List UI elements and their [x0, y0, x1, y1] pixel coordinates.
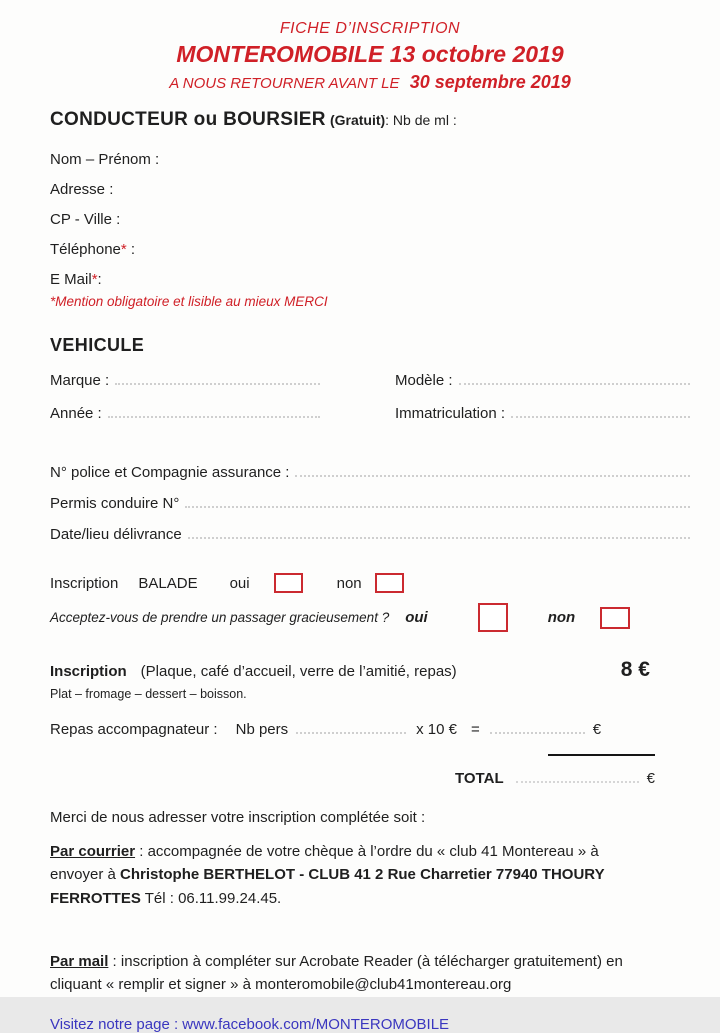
balade-non-checkbox[interactable]: [375, 573, 404, 593]
nb-pers-label: Nb pers: [235, 721, 289, 738]
nb-de-ml-label: : Nb de ml :: [385, 112, 457, 128]
par-courrier-label: Par courrier: [50, 843, 136, 860]
vehicule-row-1: [50, 370, 690, 389]
total-block: [455, 754, 655, 787]
repas-amount-input-line[interactable]: [490, 719, 585, 734]
inscription-balade-label: Inscription: [50, 574, 119, 592]
passager-non-label: non: [547, 609, 576, 626]
required-asterisk: *: [120, 241, 127, 258]
form-type-title: FICHE D’INSCRIPTION: [279, 20, 461, 37]
annee-input-line[interactable]: [108, 403, 320, 418]
immatriculation-input-line[interactable]: [511, 403, 690, 418]
vehicule-row-2: [50, 403, 690, 422]
repas-accompagnateur-row: [50, 719, 690, 738]
equals-sign: =: [471, 721, 480, 738]
inscription-fee-price: 8 €: [620, 658, 650, 681]
total-euro-sign: €: [646, 770, 655, 787]
balade-oui-label: oui: [229, 574, 250, 592]
inscription-fee-label: Inscription: [50, 663, 127, 680]
mail-text: inscription à compléter sur Acrobate Reader (à télécharger gratuitement) en cliquant « remplir et signer » à monteromobile@club41montereau.org: [50, 952, 623, 993]
event-title: MONTEROMOBILE 13 octobre 2019: [176, 41, 564, 67]
permis-row: [50, 493, 690, 512]
balade-oui-checkbox[interactable]: [274, 573, 303, 593]
conducteur-section-heading: [50, 109, 690, 131]
courrier-text-2: Tél : 06.11.99.24.45.: [140, 889, 282, 907]
marque-label: Marque :: [50, 372, 110, 389]
balade-label: BALADE: [138, 574, 198, 592]
total-label: TOTAL: [455, 770, 504, 787]
courrier-text-1: accompagnée de votre chèque à l’ordre du « club 41 Montereau » à envoyer à: [50, 843, 599, 884]
nom-prenom-label: Nom – Prénom :: [50, 151, 160, 168]
total-divider-line: [548, 754, 655, 756]
courrier-separator: :: [135, 843, 148, 860]
inscription-fee-detail: (Plaque, café d’accueil, verre de l’amitié, repas): [140, 663, 457, 680]
passager-non-checkbox[interactable]: [600, 607, 630, 629]
gratuit-note: (Gratuit): [329, 112, 386, 128]
total-input-line[interactable]: [516, 768, 639, 783]
par-courrier-paragraph: [50, 840, 628, 910]
courrier-address-bold: Christophe BERTHELOT - CLUB 41 2 Rue Charretier 77940 THOURY FERROTTES: [50, 866, 605, 907]
mandatory-mention-note: *Mention obligatoire et lisible au mieux MERCI: [50, 294, 328, 309]
permis-input-line[interactable]: [185, 493, 690, 508]
menu-detail: Plat – fromage – dessert – boisson.: [50, 687, 247, 701]
delivrance-input-line[interactable]: [188, 524, 690, 539]
telephone-field[interactable]: [50, 241, 690, 259]
adresse-field[interactable]: [50, 181, 690, 199]
required-asterisk: *: [91, 271, 98, 288]
passager-question: Acceptez-vous de prendre un passager gracieusement ?: [50, 610, 390, 625]
balade-non-label: non: [336, 574, 362, 592]
document-header: [60, 20, 680, 93]
multiplier-label: x 10 €: [416, 721, 458, 738]
email-label: E Mail: [50, 271, 92, 288]
cp-ville-label: CP - Ville :: [50, 211, 121, 228]
nb-pers-input-line[interactable]: [296, 719, 406, 734]
permis-label: Permis conduire N°: [50, 495, 180, 512]
delivrance-row: [50, 524, 690, 543]
modele-input-line[interactable]: [459, 370, 690, 385]
cp-ville-field[interactable]: [50, 211, 690, 229]
police-assurance-input-line[interactable]: [295, 462, 690, 477]
passager-oui-label: oui: [405, 609, 428, 626]
mail-separator: :: [108, 952, 121, 970]
return-deadline-prefix: A NOUS RETOURNER AVANT LE: [169, 75, 400, 92]
vehicule-section-heading: VEHICULE: [50, 335, 145, 355]
nom-prenom-field[interactable]: [50, 151, 690, 169]
annee-label: Année :: [50, 405, 102, 422]
email-colon: :: [97, 271, 102, 288]
police-assurance-label: N° police et Compagnie assurance :: [50, 464, 290, 481]
euro-sign: €: [592, 721, 602, 738]
modele-label: Modèle :: [395, 372, 453, 389]
repas-label: Repas accompagnateur :: [50, 721, 218, 738]
facebook-page-link[interactable]: Visitez notre page : www.facebook.com/MONTEROMOBILE: [50, 1016, 450, 1033]
return-deadline-date: 30 septembre 2019: [409, 72, 571, 92]
par-mail-label: Par mail: [50, 952, 109, 970]
assurance-row: [50, 462, 690, 481]
immatriculation-label: Immatriculation :: [395, 405, 506, 422]
marque-input-line[interactable]: [115, 370, 320, 385]
email-field[interactable]: [50, 271, 690, 289]
delivrance-label: Date/lieu délivrance: [50, 526, 182, 543]
telephone-label: Téléphone: [50, 241, 121, 258]
return-deadline: [60, 72, 680, 93]
par-mail-paragraph: [50, 950, 642, 997]
conducteur-heading-text: CONDUCTEUR ou BOURSIER: [50, 109, 326, 130]
passager-question-row: [50, 603, 690, 632]
inscription-fee-row: [50, 658, 690, 682]
merci-intro: Merci de nous adresser votre inscription complétée soit :: [50, 809, 426, 826]
adresse-label: Adresse :: [50, 181, 114, 198]
telephone-colon: :: [126, 241, 136, 258]
balade-inscription-row: [50, 573, 690, 593]
passager-oui-checkbox[interactable]: [478, 603, 508, 632]
